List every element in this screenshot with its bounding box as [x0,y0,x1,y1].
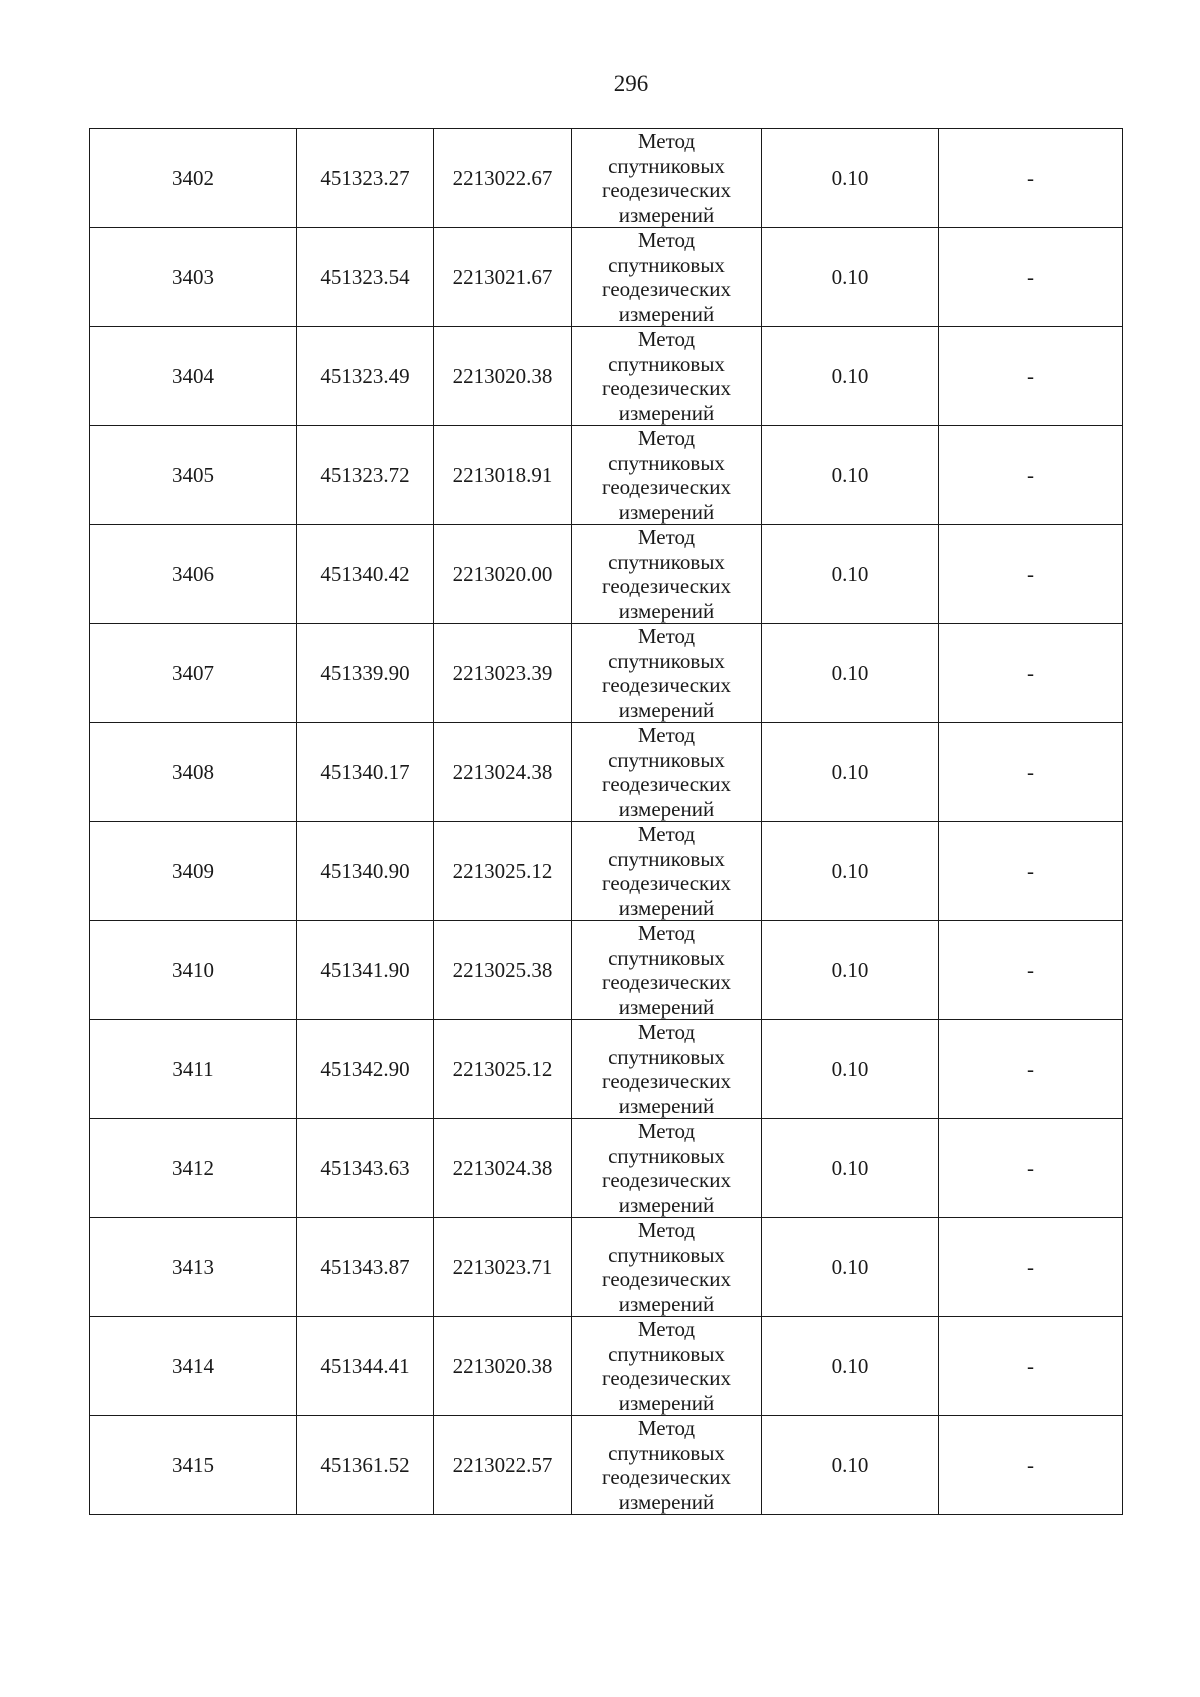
table-row [90,129,1123,228]
x-coordinate-cell: 451341.90 [297,921,434,1020]
point-number-cell: 3409 [90,822,297,921]
point-number-cell: 3410 [90,921,297,1020]
method-cell [572,624,762,723]
method-cell [572,1416,762,1515]
table-row [90,1416,1123,1515]
method-cell [572,723,762,822]
x-coordinate-cell: 451339.90 [297,624,434,723]
point-number-cell: 3415 [90,1416,297,1515]
point-number-cell: 3402 [90,129,297,228]
accuracy-cell: 0.10 [762,228,939,327]
y-coordinate-cell: 2213025.38 [434,921,572,1020]
table-row [90,1020,1123,1119]
note-cell: - [939,525,1123,624]
method-text: Метод спутниковых геодезических измерений [601,129,731,227]
point-number-cell: 3403 [90,228,297,327]
x-coordinate-cell: 451323.27 [297,129,434,228]
y-coordinate-cell: 2213023.71 [434,1218,572,1317]
method-cell [572,525,762,624]
point-number-cell: 3411 [90,1020,297,1119]
x-coordinate-cell: 451323.54 [297,228,434,327]
accuracy-cell: 0.10 [762,426,939,525]
method-text: Метод спутниковых геодезических измерений [601,327,731,425]
accuracy-cell: 0.10 [762,327,939,426]
coordinates-table [89,128,1123,1515]
y-coordinate-cell: 2213020.38 [434,1317,572,1416]
y-coordinate-cell: 2213024.38 [434,1119,572,1218]
table-row [90,822,1123,921]
method-text: Метод спутниковых геодезических измерений [601,525,731,623]
note-cell: - [939,624,1123,723]
y-coordinate-cell: 2213018.91 [434,426,572,525]
page-number: 296 [613,71,649,96]
note-cell: - [939,426,1123,525]
method-cell [572,1218,762,1317]
y-coordinate-cell: 2213022.57 [434,1416,572,1515]
note-cell: - [939,1416,1123,1515]
point-number-cell: 3404 [90,327,297,426]
method-cell [572,1317,762,1416]
point-number-cell: 3408 [90,723,297,822]
method-cell [572,822,762,921]
y-coordinate-cell: 2213023.39 [434,624,572,723]
table-row [90,1119,1123,1218]
note-cell: - [939,1020,1123,1119]
method-text: Метод спутниковых геодезических измерений [601,822,731,920]
y-coordinate-cell: 2213024.38 [434,723,572,822]
accuracy-cell: 0.10 [762,1218,939,1317]
accuracy-cell: 0.10 [762,822,939,921]
method-cell [572,1020,762,1119]
table-row [90,1317,1123,1416]
x-coordinate-cell: 451343.87 [297,1218,434,1317]
table-row [90,525,1123,624]
note-cell: - [939,1317,1123,1416]
note-cell: - [939,921,1123,1020]
y-coordinate-cell: 2213020.38 [434,327,572,426]
y-coordinate-cell: 2213022.67 [434,129,572,228]
method-text: Метод спутниковых геодезических измерений [601,624,731,722]
method-cell [572,426,762,525]
point-number-cell: 3413 [90,1218,297,1317]
method-text: Метод спутниковых геодезических измерений [601,723,731,821]
method-text: Метод спутниковых геодезических измерений [601,1119,731,1217]
point-number-cell: 3407 [90,624,297,723]
method-text: Метод спутниковых геодезических измерений [601,921,731,1019]
method-text: Метод спутниковых геодезических измерений [601,1416,731,1514]
table-row [90,624,1123,723]
y-coordinate-cell: 2213025.12 [434,1020,572,1119]
method-cell [572,228,762,327]
table-row [90,327,1123,426]
method-text: Метод спутниковых геодезических измерений [601,1020,731,1118]
x-coordinate-cell: 451342.90 [297,1020,434,1119]
method-text: Метод спутниковых геодезических измерений [601,228,731,326]
point-number-cell: 3414 [90,1317,297,1416]
accuracy-cell: 0.10 [762,723,939,822]
x-coordinate-cell: 451340.42 [297,525,434,624]
method-cell [572,1119,762,1218]
x-coordinate-cell: 451340.17 [297,723,434,822]
method-text: Метод спутниковых геодезических измерений [601,426,731,524]
accuracy-cell: 0.10 [762,921,939,1020]
y-coordinate-cell: 2213025.12 [434,822,572,921]
method-text: Метод спутниковых геодезических измерений [601,1218,731,1316]
table-row [90,723,1123,822]
table-row [90,921,1123,1020]
method-text: Метод спутниковых геодезических измерений [601,1317,731,1415]
table-row [90,1218,1123,1317]
method-cell [572,921,762,1020]
note-cell: - [939,228,1123,327]
accuracy-cell: 0.10 [762,1020,939,1119]
method-cell [572,129,762,228]
point-number-cell: 3405 [90,426,297,525]
accuracy-cell: 0.10 [762,1317,939,1416]
method-cell [572,327,762,426]
note-cell: - [939,1119,1123,1218]
x-coordinate-cell: 451340.90 [297,822,434,921]
note-cell: - [939,723,1123,822]
note-cell: - [939,327,1123,426]
point-number-cell: 3406 [90,525,297,624]
accuracy-cell: 0.10 [762,129,939,228]
x-coordinate-cell: 451323.72 [297,426,434,525]
x-coordinate-cell: 451361.52 [297,1416,434,1515]
note-cell: - [939,822,1123,921]
note-cell: - [939,129,1123,228]
note-cell: - [939,1218,1123,1317]
table-row [90,426,1123,525]
y-coordinate-cell: 2213021.67 [434,228,572,327]
accuracy-cell: 0.10 [762,1119,939,1218]
accuracy-cell: 0.10 [762,1416,939,1515]
x-coordinate-cell: 451343.63 [297,1119,434,1218]
table-row [90,228,1123,327]
coordinates-table-body [90,129,1123,1515]
accuracy-cell: 0.10 [762,624,939,723]
point-number-cell: 3412 [90,1119,297,1218]
x-coordinate-cell: 451323.49 [297,327,434,426]
x-coordinate-cell: 451344.41 [297,1317,434,1416]
y-coordinate-cell: 2213020.00 [434,525,572,624]
accuracy-cell: 0.10 [762,525,939,624]
